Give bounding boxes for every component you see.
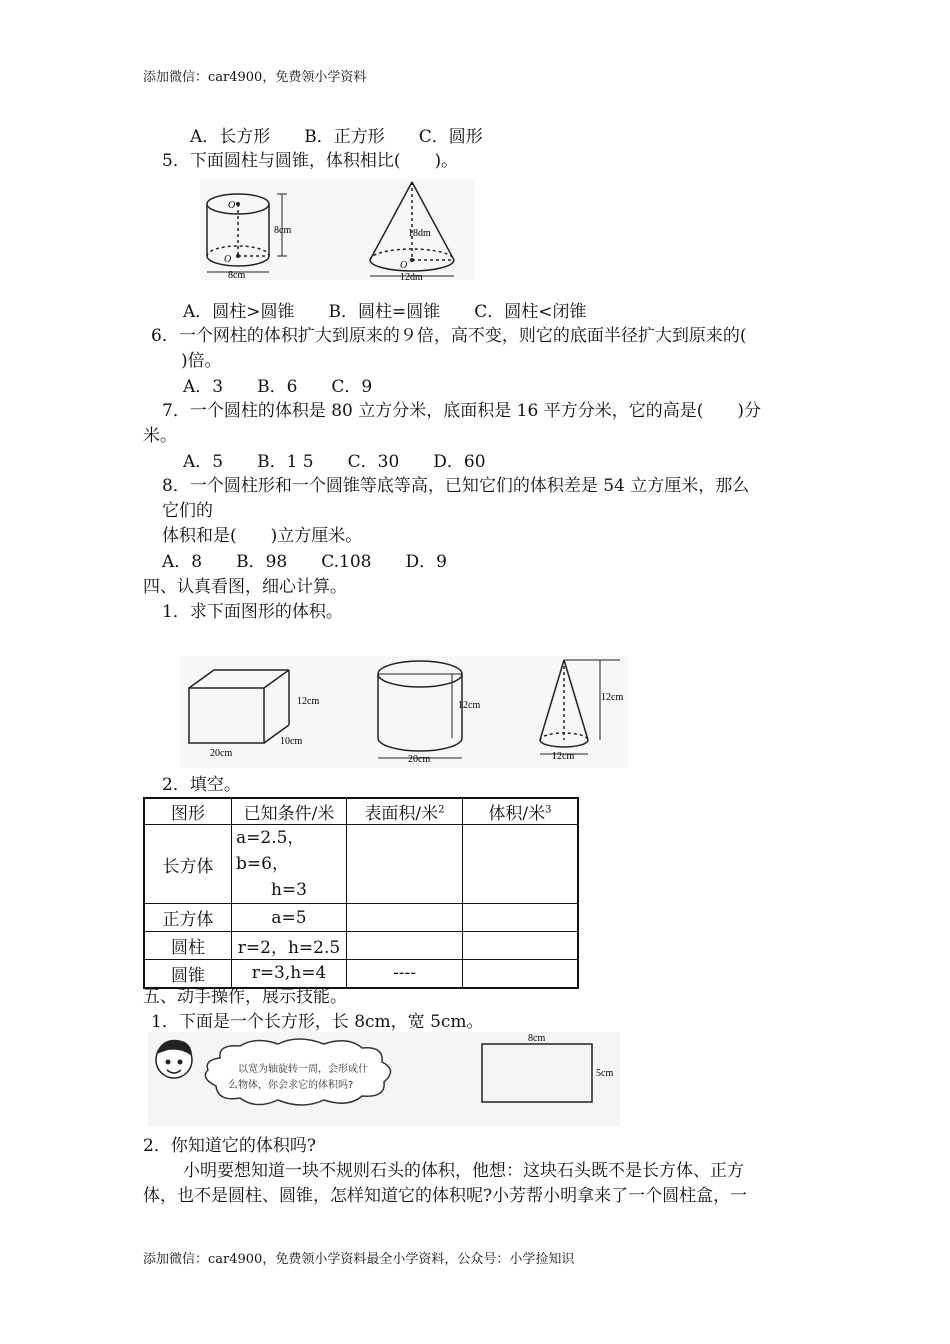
q7-line2: 米。	[143, 426, 177, 446]
cell-condition: r=2，h=2.5	[232, 932, 347, 960]
cell-area[interactable]	[347, 932, 463, 960]
cell-volume[interactable]	[463, 960, 579, 988]
th-area: 表面积/米$^2$	[347, 798, 463, 825]
table-row	[144, 904, 578, 932]
fill-table	[143, 797, 579, 989]
cell-volume[interactable]	[463, 825, 579, 904]
cell-condition: a=5	[232, 904, 347, 932]
rect-width: 5cm	[596, 1068, 614, 1079]
q4-options: A．长方形 B．正方形 C．圆形	[190, 127, 483, 147]
q6-options: A．3 B．6 C．9	[183, 377, 373, 397]
q5-cyl-o-top: O	[228, 200, 236, 211]
bubble-line1: 以宽为轴旋转一周，会形成什	[238, 1064, 368, 1075]
rect-length: 8cm	[528, 1033, 546, 1044]
q5-figure	[200, 178, 475, 280]
sec4-q2: 2．填空。	[162, 775, 241, 795]
child-face-icon	[156, 1040, 192, 1078]
table-row	[144, 825, 578, 904]
q8-line3: 体积和是( )立方厘米。	[162, 526, 363, 546]
table-row	[144, 960, 578, 988]
cell-condition: r=3,h=4	[232, 960, 347, 988]
q5-cone-diameter: 12dm	[400, 272, 423, 280]
cell-area[interactable]	[347, 904, 463, 932]
cell-condition: a=2.5，b=6， h=3	[232, 825, 347, 904]
cuboid-height: 12cm	[297, 696, 320, 707]
sec4-cyl-diameter: 20cm	[408, 754, 431, 765]
sec5-q1: 1．下面是一个长方形，长 8cm，宽 5cm。	[151, 1012, 484, 1032]
q7-options: A．5 B．1 5 C．30 D．60	[183, 452, 486, 472]
q8-options: A．8 B．98 C.108 D．9	[162, 552, 447, 572]
q5-stem: 5．下面圆柱与圆锥，体积相比( )。	[162, 151, 459, 171]
q5-cone-o: O	[400, 260, 408, 271]
cuboid-length: 20cm	[210, 748, 233, 759]
sec4-figures	[180, 656, 628, 768]
sec4-cone-diameter: 12cm	[552, 751, 575, 762]
q5-options: A．圆柱>圆锥 B．圆柱=圆锥 C．圆柱<闭锥	[183, 302, 587, 322]
page-footer: 添加微信：car4900，免费领小学资料最全小学资料，公众号：小学捡知识	[143, 1252, 575, 1267]
table-row	[144, 932, 578, 960]
sec5-p2: 体，也不是圆柱、圆锥，怎样知道它的体积呢?小芳帮小明拿来了一个圆柱盒，一	[143, 1186, 748, 1206]
sec5-q2: 2．你知道它的体积吗?	[143, 1136, 316, 1156]
sec5-p1: 小明要想知道一块不规则石头的体积，他想：这块石头既不是长方体、正方	[183, 1161, 744, 1181]
cell-shape: 长方体	[144, 825, 232, 904]
cell-shape: 圆锥	[144, 960, 232, 988]
sec4-cone-height: 12cm	[601, 692, 624, 703]
sec5-figure	[148, 1032, 620, 1126]
bubble-line2: 么物体，你会求它的体积吗?	[228, 1080, 354, 1091]
sec4-cyl-height: 12cm	[458, 700, 481, 711]
q5-cyl-diameter: 8cm	[228, 270, 246, 280]
q5-cone-height: 18dm	[408, 228, 431, 239]
cell-shape: 圆柱	[144, 932, 232, 960]
sec4-q1: 1．求下面图形的体积。	[162, 602, 343, 622]
q5-cyl-height: 8cm	[274, 225, 292, 236]
q8-line2: 它们的	[162, 501, 213, 521]
sec4-title: 四、认真看图，细心计算。	[143, 577, 347, 597]
sec5-title: 五、动手操作，展示技能。	[143, 987, 347, 1007]
th-shape: 图形	[144, 798, 232, 825]
q7-line1: 7．一个圆柱的体积是 80 立方分米，底面积是 16 平方分米，它的高是( )分	[162, 401, 761, 421]
cell-shape: 正方体	[144, 904, 232, 932]
th-condition: 已知条件/米	[232, 798, 347, 825]
q5-cyl-o-bottom: O	[224, 254, 232, 265]
q6-line2: )倍。	[181, 351, 222, 371]
cell-volume[interactable]	[463, 932, 579, 960]
cell-area: ----	[347, 960, 463, 988]
th-volume: 体积/米$^3$	[463, 798, 579, 825]
page-header: 添加微信：car4900，免费领小学资料	[143, 70, 367, 85]
cell-volume[interactable]	[463, 904, 579, 932]
cell-area[interactable]	[347, 825, 463, 904]
q6-line1: 6．一个网柱的体积扩大到原来的９倍，高不变，则它的底面半径扩大到原来的(	[151, 326, 747, 346]
q8-line1: 8．一个圆柱形和一个圆锥等底等高，已知它们的体积差是 54 立方厘米，那么	[162, 476, 750, 496]
cuboid-width: 10cm	[280, 736, 303, 747]
